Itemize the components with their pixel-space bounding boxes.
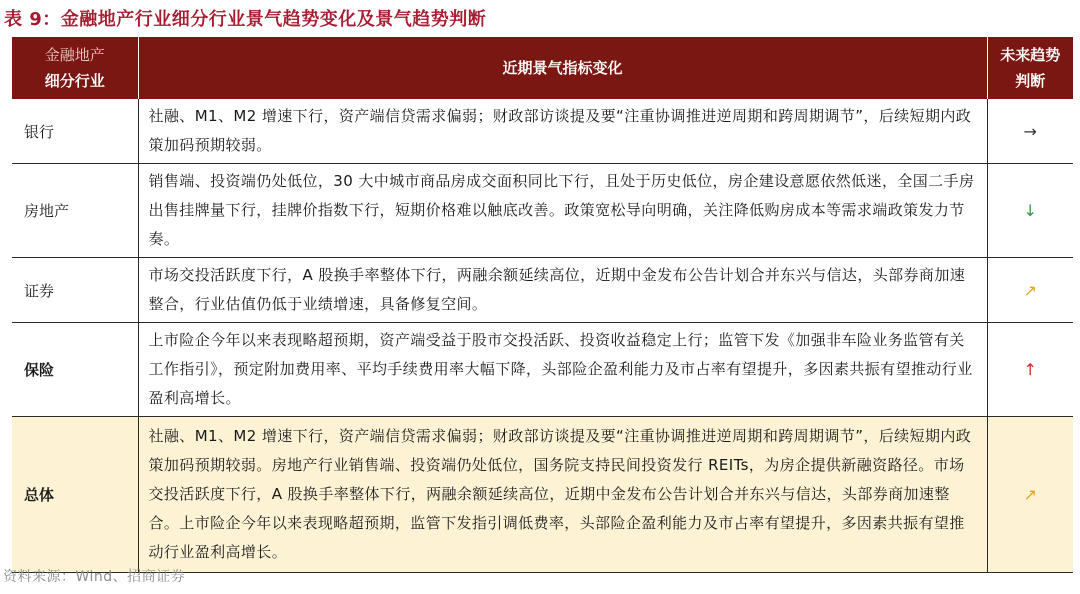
row-name: 保险 — [12, 323, 138, 417]
row-name: 房地产 — [12, 164, 138, 258]
header-subindustry-line2: 细分行业 — [44, 72, 105, 90]
row-description: 社融、M1、M2 增速下行，资产端信贷需求偏弱；财政部访谈提及要“注重协调推进逆周期和跨周期调节”，后续短期内政策加码预期较弱。房地产行业销售端、投资端仍处低位，国务院支持民间投资发行 REITs，为房企提供新融资路径。市场交投活跃度下行，A 股换手率整体下行，两融余额延续高位，近期中金发布公告计划合并东兴与信达，头部券商加速整合。上市险企今年以来表现略超预期，监管下发指引调低费率，头部险企盈利能力及市占率有望提升，多因素共振有望推动行业盈利高增长。 — [138, 417, 987, 573]
trend-arrow-icon: ↓ — [987, 164, 1073, 258]
row-description: 销售端、投资端仍处低位，30 大中城市商品房成交面积同比下行，且处于历史低位，房企建设意愿依然低迷，全国二手房出售挂牌量下行，挂牌价指数下行，短期价格难以触底改善。政策宽松导向明确，关注降低购房成本等需求端政策发力节奏。 — [138, 164, 987, 258]
header-indicator-change-label: 近期景气指标变化 — [502, 59, 623, 77]
row-description: 市场交投活跃度下行，A 股换手率整体下行，两融余额延续高位，近期中金发布公告计划合并东兴与信达，头部券商加速整合，行业估值仍低于业绩增速，具备修复空间。 — [138, 258, 987, 323]
header-indicator-change — [138, 37, 987, 99]
header-future-trend-line1: 未来趋势 — [1000, 46, 1061, 64]
header-subindustry-line1: 金融地产 — [44, 46, 105, 64]
table-row-overall — [12, 417, 1073, 573]
header-future-trend — [987, 37, 1073, 99]
trend-arrow-icon: → — [987, 99, 1073, 164]
table-row-real-estate — [12, 164, 1073, 258]
header-future-trend-line2: 判断 — [1015, 72, 1046, 90]
trend-arrow-icon: ↑ — [987, 323, 1073, 417]
table-row-securities — [12, 258, 1073, 323]
trend-arrow-icon: ↗ — [987, 417, 1073, 573]
trend-arrow-icon: ↗ — [987, 258, 1073, 323]
industry-trend-table — [12, 37, 1073, 573]
row-description: 社融、M1、M2 增速下行，资产端信贷需求偏弱；财政部访谈提及要“注重协调推进逆周期和跨周期调节”，后续短期内政策加码预期较弱。 — [138, 99, 987, 164]
row-name: 总体 — [12, 417, 138, 573]
table-row-insurance — [12, 323, 1073, 417]
table-header-row — [12, 37, 1073, 99]
row-name: 银行 — [12, 99, 138, 164]
header-subindustry — [12, 37, 138, 99]
table-row-bank — [12, 99, 1073, 164]
row-name: 证券 — [12, 258, 138, 323]
table-title: 表 9：金融地产行业细分行业景气趋势变化及景气趋势判断 — [4, 9, 487, 30]
row-description: 上市险企今年以来表现略超预期，资产端受益于股市交投活跃、投资收益稳定上行；监管下发《加强非车险业务监管有关工作指引》，预定附加费用率、平均手续费用率大幅下降，头部险企盈利能力及市占率有望提升，多因素共振有望推动行业盈利高增长。 — [138, 323, 987, 417]
source-note: 资料来源：Wind、招商证券 — [3, 569, 186, 585]
